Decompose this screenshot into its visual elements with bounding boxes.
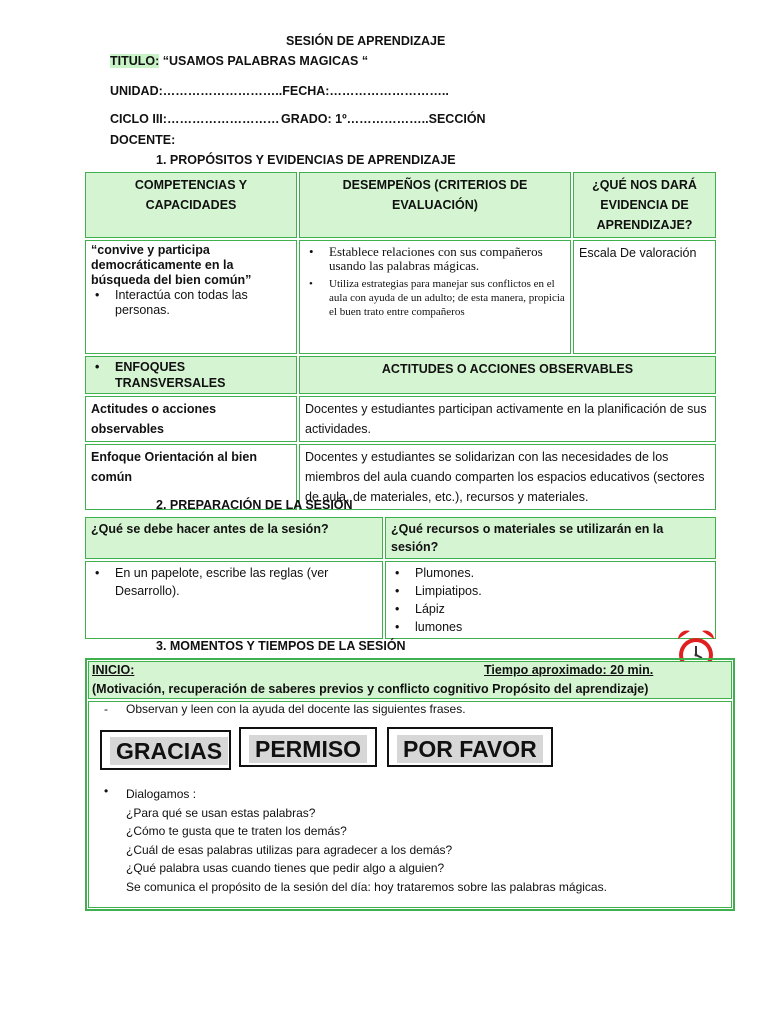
section1-heading: 1. PROPÓSITOS Y EVIDENCIAS DE APRENDIZAJE xyxy=(156,153,456,167)
desempenos-cell xyxy=(299,240,571,354)
material-item: • Plumones. xyxy=(391,564,710,582)
word-card-gracias xyxy=(100,730,231,770)
col-competencias: COMPETENCIAS Y CAPACIDADES xyxy=(85,172,297,238)
capacidad-item: • Interactúa con todas las personas. xyxy=(91,288,291,318)
col-antes: ¿Qué se debe hacer antes de la sesión? xyxy=(85,517,383,559)
word-gracias: GRACIAS xyxy=(110,737,228,765)
enfoques-cell xyxy=(85,356,297,394)
titulo-line xyxy=(110,54,368,68)
competencia-text: “convive y participa democráticamente en la búsqueda del bien común” xyxy=(91,243,252,287)
competencia-cell xyxy=(85,240,297,354)
evidencia-cell: Escala De valoración xyxy=(573,240,716,354)
dash-marker: - xyxy=(104,702,108,716)
inicio-label: INICIO: xyxy=(92,663,135,677)
ciclo-line: CICLO III:……………………… xyxy=(110,112,280,126)
session-title: SESIÓN DE APRENDIZAJE xyxy=(286,34,446,48)
word-card-por-favor xyxy=(387,727,553,767)
section3-heading: 3. MOMENTOS Y TIEMPOS DE LA SESIÓN xyxy=(156,639,406,653)
question-item: ¿Cómo te gusta que te traten los demás? xyxy=(126,824,347,838)
titulo-value: “USAMOS PALABRAS MAGICAS “ xyxy=(159,54,369,68)
material-item: • Limpiatipos. xyxy=(391,582,710,600)
observan-text: Observan y leen con la ayuda del docente las siguientes frases. xyxy=(126,702,466,716)
word-card-permiso xyxy=(239,727,377,767)
grado-line: GRADO: 1º………………..SECCIÓN xyxy=(281,112,486,126)
docente-line: DOCENTE: xyxy=(110,133,176,147)
col-recursos: ¿Qué recursos o materiales se utilizarán en la sesión? xyxy=(385,517,716,559)
propositos-table xyxy=(83,170,718,512)
row1-text: Docentes y estudiantes participan activamente en la planificación de sus actividades. xyxy=(299,396,716,442)
row1-label: Actitudes o acciones observables xyxy=(85,396,297,442)
antes-cell xyxy=(85,561,383,639)
desempeno-item-2: • Utiliza estrategias para manejar sus conflictos en el aula con ayuda de un adulto; de esta manera, propicia el buen trato entre compañeros xyxy=(305,277,565,319)
row2-text: Docentes y estudiantes se solidarizan con las necesidades de los miembros del aula cuando comparten los espacios educativos (sectores de aula, de materiales, etc.), recursos y materiales. xyxy=(299,444,716,510)
material-item: • lumones xyxy=(391,618,710,636)
col-evidencia: ¿QUÉ NOS DARÁ EVIDENCIA DE APRENDIZAJE? xyxy=(573,172,716,238)
enfoques-label: • ENFOQUES TRANSVERSALES xyxy=(91,359,291,391)
materiales-cell xyxy=(385,561,716,639)
dialogamos-block xyxy=(126,785,607,896)
word-por-favor: POR FAVOR xyxy=(397,735,543,763)
bullet-marker: • xyxy=(104,784,109,798)
preparacion-table xyxy=(83,515,718,641)
antes-item: • En un papelote, escribe las reglas (ver Desarrollo). xyxy=(91,564,377,600)
col-desempenos: DESEMPEÑOS (CRITERIOS DE EVALUACIÓN) xyxy=(299,172,571,238)
word-permiso: PERMISO xyxy=(249,735,367,763)
proposito-text: Se comunica el propósito de la sesión del día: hoy trataremos sobre las palabras mágicas. xyxy=(126,879,607,894)
dialogamos-label: Dialogamos : xyxy=(126,787,197,801)
actitudes-head: ACTITUDES O ACCIONES OBSERVABLES xyxy=(299,356,716,394)
section2-heading: 2. PREPARACIÓN DE LA SESIÓN xyxy=(156,498,353,512)
titulo-label: TITULO: xyxy=(110,54,160,68)
desempeno-item-1: • Establece relaciones con sus compañeros usando las palabras mágicas. xyxy=(305,245,565,273)
unidad-fecha-line: UNIDAD:………………………..FECHA:……………………….. xyxy=(110,84,449,98)
row2-label: Enfoque Orientación al bien común xyxy=(85,444,297,510)
tiempo-label: Tiempo aproximado: 20 min. xyxy=(484,663,654,677)
motivacion-text: (Motivación, recuperación de saberes previos y conflicto cognitivo Propósito del aprendizaje) xyxy=(92,682,649,696)
question-item: ¿Qué palabra usas cuando tienes que pedir algo a alguien? xyxy=(126,861,445,875)
question-item: ¿Cuál de esas palabras utilizas para agradecer a los demás? xyxy=(126,842,453,857)
question-item: ¿Para qué se usan estas palabras? xyxy=(126,805,316,820)
material-item: • Lápiz xyxy=(391,600,710,618)
